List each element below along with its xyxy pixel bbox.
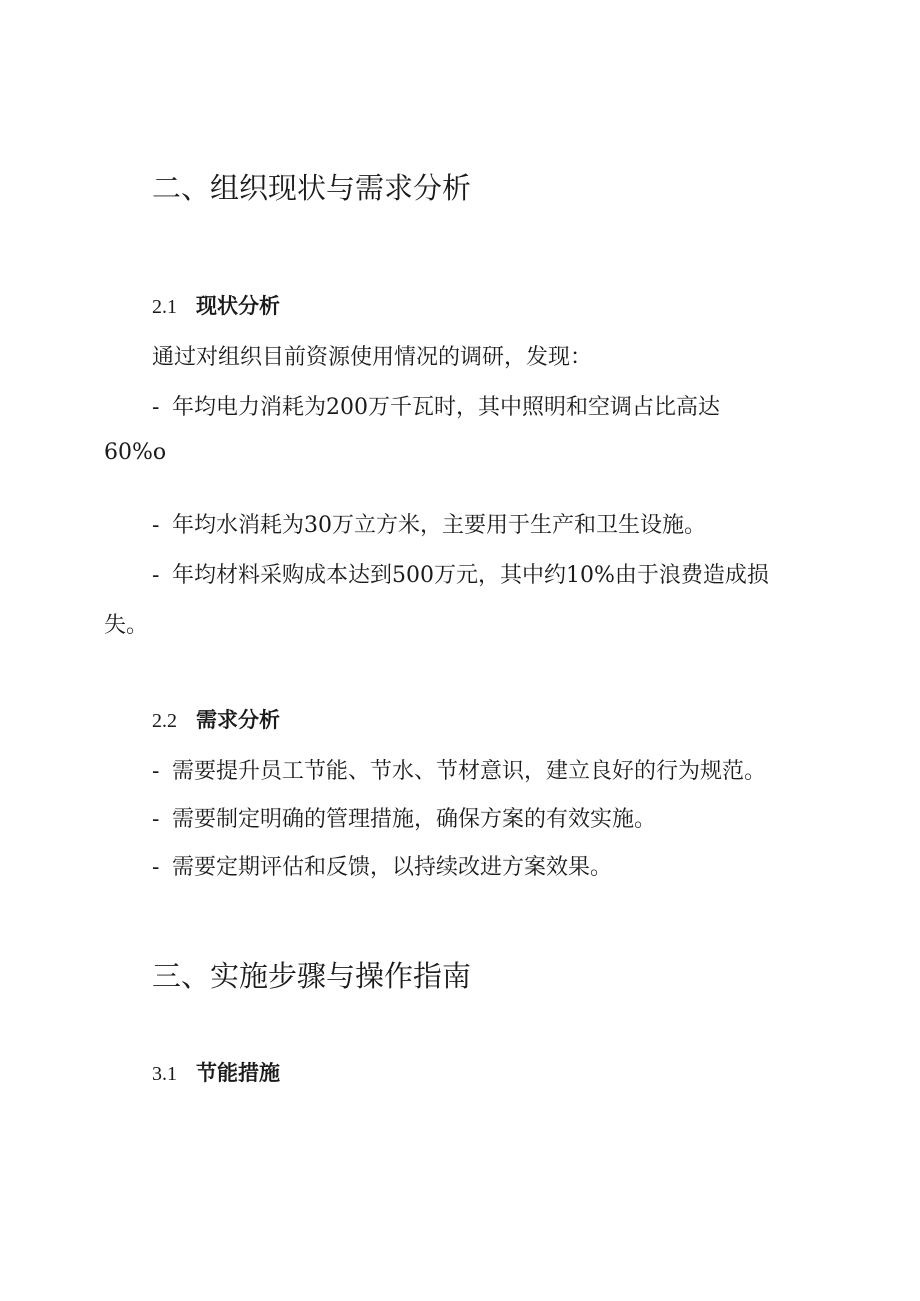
- bullet-dash: -: [152, 855, 160, 880]
- bullet-dash: -: [152, 513, 160, 538]
- bullet-dash: -: [152, 563, 160, 588]
- subsection-title: 节能措施: [196, 1061, 280, 1085]
- list-item-electricity-continued: 60%o: [104, 440, 167, 465]
- list-item-text: 年均电力消耗为200万千瓦时，其中照明和空调占比高达: [172, 395, 720, 420]
- subsection-title: 现状分析: [196, 294, 280, 318]
- subsection-3-1-heading: [152, 1057, 280, 1087]
- bullet-dash: -: [152, 807, 160, 832]
- subsection-number: 2.1: [152, 296, 177, 318]
- list-item-water: [152, 508, 706, 539]
- list-item-text: 需要定期评估和反馈，以持续改进方案效果。: [172, 855, 613, 880]
- list-item-materials-continued: 失。: [104, 613, 149, 638]
- list-item-text: 需要提升员工节能、节水、节材意识，建立良好的行为规范。: [172, 759, 767, 784]
- list-item-measures: [152, 802, 656, 833]
- subsection-number: 3.1: [152, 1063, 177, 1085]
- list-item-electricity: [152, 390, 720, 421]
- bullet-dash: -: [152, 759, 160, 784]
- list-item-evaluation: [152, 850, 612, 881]
- list-item-text: 年均材料采购成本达到500万元，其中约10%由于浪费造成损: [172, 563, 769, 588]
- subsection-title: 需求分析: [196, 708, 280, 732]
- section-3-heading: 三、实施步骤与操作指南: [152, 959, 472, 993]
- subsection-2-2-heading: [152, 704, 280, 734]
- section-2-heading: 二、组织现状与需求分析: [152, 171, 472, 205]
- subsection-2-1-heading: [152, 290, 280, 320]
- list-item-awareness: [152, 754, 766, 785]
- list-item-materials: [152, 558, 769, 589]
- bullet-dash: -: [152, 395, 160, 420]
- list-item-text: 需要制定明确的管理措施，确保方案的有效实施。: [172, 807, 657, 832]
- paragraph-intro: 通过对组织目前资源使用情况的调研，发现：: [152, 345, 593, 370]
- subsection-number: 2.2: [152, 710, 177, 732]
- list-item-text: 年均水消耗为30万立方米，主要用于生产和卫生设施。: [172, 513, 706, 538]
